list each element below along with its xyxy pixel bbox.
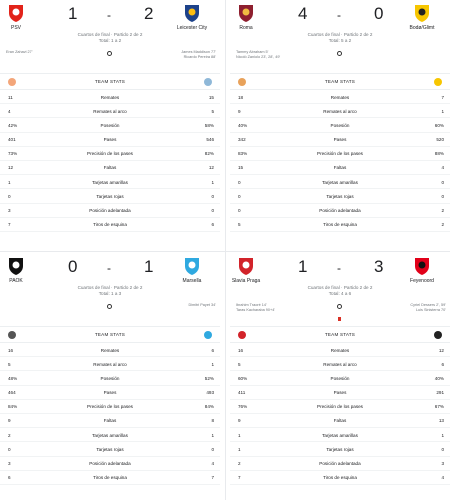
stat-away-value: 3 (441, 461, 444, 466)
stat-away-value: 1 (211, 361, 214, 367)
stat-away-value: 67% (434, 404, 444, 410)
stat-away-value: 493 (206, 390, 214, 396)
goal-event-home: Nicolò Zaniolo 23', 28', 49' (236, 55, 281, 59)
stat-away-value: 291 (436, 390, 444, 396)
stat-row (0, 147, 220, 161)
stat-label: Tarjetas rojas (96, 193, 124, 199)
stat-label: Tarjetas amarillas (92, 179, 128, 185)
goal-event-away: Luis Sinisterra 70' (415, 308, 446, 312)
stat-away-value: 4 (441, 475, 444, 481)
stat-away-value: 1 (441, 108, 444, 114)
stat-away-value: 7 (211, 475, 214, 481)
stat-label: Posición adelantada (319, 208, 361, 213)
vertical-divider (225, 0, 226, 500)
stat-label: Precisión de los pases (317, 404, 363, 410)
stat-label: Remates (330, 94, 350, 100)
aggregate-score: Total: 5 a 2 (328, 38, 352, 43)
away-team-crest-icon[interactable] (412, 256, 432, 276)
team-stats-header (0, 327, 220, 343)
goal-event-home: Eran Zahavi 27' (6, 50, 33, 54)
stat-label: Pases (333, 137, 347, 143)
stat-away-value: 1 (441, 432, 444, 438)
stat-away-value: 2 (441, 208, 444, 213)
stat-away-value: 88% (434, 151, 444, 157)
stat-away-value: 40% (434, 375, 444, 381)
team-stats-header (230, 327, 450, 343)
stat-row (230, 175, 450, 189)
stat-home-value: 15 (238, 165, 244, 171)
stat-row (0, 428, 220, 442)
stat-label: Tarjetas rojas (326, 193, 354, 199)
stat-row (0, 400, 220, 414)
stat-row (230, 118, 450, 132)
stat-row (230, 471, 450, 485)
stat-away-value: 520 (436, 137, 444, 143)
goal-event-home: Tammy Abraham 5' (236, 50, 269, 54)
stat-row (230, 457, 450, 471)
away-team-goals: 3 (374, 257, 384, 276)
stat-away-value: 0 (211, 193, 214, 199)
team-stats-title: TEAM STATS (324, 79, 356, 84)
goal-event-home: Ibrahim Traoré 14' (236, 303, 267, 307)
stat-label: Remates al arco (93, 108, 127, 114)
home-team-name[interactable]: PAOK (9, 278, 23, 284)
goal-events (0, 299, 220, 327)
stat-label: Posición adelantada (89, 208, 131, 213)
stat-home-value: 5 (238, 361, 241, 367)
stat-row (230, 133, 450, 147)
stat-label: Tarjetas amarillas (92, 432, 128, 438)
match-panel (0, 0, 220, 250)
stat-away-value: 84% (204, 404, 214, 410)
stat-row (0, 371, 220, 385)
scoreboard[interactable] (0, 0, 220, 38)
stat-away-value: 15 (208, 94, 214, 100)
stat-home-value: 5 (238, 222, 241, 228)
stat-away-value: 52% (204, 375, 214, 381)
stat-away-value: 5 (211, 108, 214, 114)
stat-row (230, 104, 450, 118)
stat-label: Remates (100, 94, 120, 100)
stat-away-value: 1 (211, 179, 214, 185)
team-stats-header (230, 74, 450, 90)
stat-label: Remates (100, 347, 120, 353)
stat-row (0, 442, 220, 456)
match-stage: Cuartos de final · Partido 2 de 2 (307, 285, 373, 290)
stat-row (230, 90, 450, 104)
horizontal-divider (0, 251, 450, 252)
aggregate-score: Total: 4 a 6 (328, 291, 352, 296)
stat-row (230, 161, 450, 175)
stat-home-value: 7 (238, 475, 241, 481)
home-team-crest-icon[interactable] (6, 3, 26, 23)
goal-event-away: Dimitri Payet 34' (188, 303, 216, 307)
stats-table (0, 343, 220, 485)
stat-away-value: 6 (211, 347, 214, 353)
match-stage: Cuartos de final · Partido 2 de 2 (77, 285, 143, 290)
stat-row (0, 90, 220, 104)
stat-label: Pases (103, 390, 117, 396)
stat-home-value: 9 (238, 418, 241, 424)
stat-row (230, 357, 450, 371)
stat-home-value: 11 (8, 94, 13, 100)
stat-label: Remates al arco (323, 108, 357, 114)
stat-home-value: 83% (238, 151, 248, 157)
stat-label: Tarjetas rojas (326, 446, 354, 452)
stat-away-value: 13 (438, 418, 444, 424)
scoreboard[interactable] (230, 253, 450, 291)
stat-label: Tiros de esquina (323, 475, 357, 481)
stat-home-value: 40% (238, 122, 248, 128)
stat-home-value: 411 (238, 390, 246, 396)
home-team-goals: 0 (68, 257, 78, 276)
stat-label: Tarjetas rojas (96, 446, 124, 452)
stat-away-value: 0 (441, 179, 444, 185)
stat-label: Faltas (103, 418, 117, 424)
stat-label: Posesión (100, 375, 120, 381)
stat-away-value: 0 (441, 446, 444, 452)
stat-label: Precisión de los pases (87, 404, 133, 410)
stat-row (230, 218, 450, 232)
away-team-name[interactable]: Leicester City (176, 25, 208, 31)
goal-events (230, 299, 450, 327)
away-team-crest-icon[interactable] (412, 3, 432, 23)
stat-away-value: 58% (204, 122, 214, 128)
stat-home-value: 342 (238, 137, 246, 143)
red-card-icon (338, 317, 341, 321)
team-stats-header (0, 74, 220, 90)
home-team-name[interactable]: Roma (239, 25, 253, 31)
stat-label: Posesión (100, 122, 120, 128)
score-separator: - (337, 8, 341, 22)
stat-home-value: 3 (8, 208, 11, 213)
stat-row (0, 471, 220, 485)
stat-away-value: 6 (211, 222, 214, 228)
stat-label: Tiros de esquina (323, 222, 357, 228)
home-team-crest-icon[interactable] (236, 256, 256, 276)
goal-events (0, 46, 220, 74)
stat-label: Tarjetas amarillas (322, 179, 358, 185)
stat-away-value: 2 (441, 222, 444, 228)
stat-row (0, 457, 220, 471)
score-separator: - (107, 8, 111, 22)
soccer-ball-icon (107, 304, 112, 309)
stat-away-value: 546 (206, 137, 214, 143)
away-team-name[interactable]: Feyenoord (410, 278, 434, 284)
stat-home-value: 1 (238, 432, 241, 438)
stat-row (0, 189, 220, 203)
stat-row (230, 204, 450, 218)
match-panel (230, 0, 450, 250)
team-stats-title: TEAM STATS (94, 79, 126, 84)
stat-home-value: 2 (238, 461, 241, 466)
away-team-mini-crest-icon (434, 331, 442, 339)
stat-away-value: 0 (211, 208, 214, 213)
stats-table (230, 90, 450, 232)
stat-away-value: 7 (441, 94, 444, 100)
home-team-goals: 1 (298, 257, 308, 276)
goal-events (230, 46, 450, 74)
stat-away-value: 4 (441, 165, 444, 171)
stat-row (0, 161, 220, 175)
stat-away-value: 0 (211, 446, 214, 452)
stat-label: Pases (103, 137, 117, 143)
stat-home-value: 0 (238, 193, 241, 199)
stats-table (0, 90, 220, 232)
stat-away-value: 6 (441, 361, 444, 367)
match-stage: Cuartos de final · Partido 2 de 2 (307, 32, 373, 37)
stat-away-value: 82% (204, 151, 214, 157)
away-team-goals: 0 (374, 4, 384, 23)
score-separator: - (107, 261, 111, 275)
home-team-goals: 4 (298, 4, 308, 23)
team-stats-title: TEAM STATS (324, 332, 356, 337)
home-events (236, 50, 280, 60)
soccer-ball-icon (337, 304, 342, 309)
stat-row (0, 104, 220, 118)
stat-label: Remates al arco (323, 361, 357, 367)
stat-row (230, 189, 450, 203)
stat-away-value: 1 (211, 432, 214, 438)
stat-label: Remates (330, 347, 350, 353)
stat-label: Posición adelantada (89, 461, 131, 466)
stat-home-value: 4 (8, 108, 11, 114)
stat-home-value: 1 (238, 446, 241, 452)
home-team-name[interactable]: PSV (10, 25, 21, 31)
stat-label: Precisión de los pases (87, 151, 133, 157)
stat-home-value: 6 (8, 475, 11, 481)
stats-table (230, 343, 450, 485)
stat-row (230, 371, 450, 385)
stat-label: Remates al arco (93, 361, 127, 367)
stat-home-value: 76% (238, 404, 248, 410)
stat-home-value: 73% (8, 151, 18, 157)
away-team-mini-crest-icon (204, 331, 212, 339)
away-team-mini-crest-icon (204, 78, 212, 86)
away-team-crest-icon[interactable] (182, 256, 202, 276)
stat-away-value: 12 (438, 347, 444, 353)
away-team-mini-crest-icon (434, 78, 442, 86)
away-team-goals: 2 (144, 4, 154, 23)
stat-home-value: 9 (238, 108, 241, 114)
stat-label: Precisión de los pases (317, 151, 363, 157)
stat-home-value: 84% (8, 404, 18, 410)
stat-home-value: 9 (8, 418, 11, 424)
match-panel (230, 253, 450, 500)
stat-label: Faltas (103, 165, 117, 171)
stat-home-value: 7 (8, 222, 11, 228)
stat-row (0, 133, 220, 147)
stat-away-value: 60% (434, 122, 444, 128)
stat-home-value: 18 (238, 94, 244, 100)
home-events (6, 50, 32, 55)
goal-event-away: Cyriel Dessers 2', 59' (410, 303, 446, 307)
scoreboard[interactable] (0, 253, 220, 291)
stat-row (230, 442, 450, 456)
away-team-goals: 1 (144, 257, 154, 276)
away-events (410, 303, 446, 313)
stat-row (230, 386, 450, 400)
stat-home-value: 5 (8, 361, 11, 367)
stat-home-value: 60% (238, 375, 248, 381)
stat-row (230, 343, 450, 357)
stat-label: Posesión (330, 375, 350, 381)
stat-row (230, 147, 450, 161)
stat-row (0, 175, 220, 189)
away-team-name[interactable]: Bodø/Glimt (409, 25, 435, 31)
stat-home-value: 0 (238, 179, 241, 185)
stat-row (0, 218, 220, 232)
stat-label: Tiros de esquina (93, 475, 127, 481)
stat-home-value: 48% (8, 375, 18, 381)
stat-row (230, 400, 450, 414)
stat-row (230, 428, 450, 442)
stat-row (0, 386, 220, 400)
stat-home-value: 464 (8, 390, 16, 396)
soccer-ball-icon (337, 51, 342, 56)
stat-row (0, 118, 220, 132)
stat-home-value: 16 (8, 347, 14, 353)
stat-label: Posición adelantada (319, 461, 361, 466)
stat-away-value: 8 (211, 418, 214, 424)
aggregate-score: Total: 1 a 3 (98, 291, 122, 296)
soccer-ball-icon (107, 51, 112, 56)
stat-label: Posesión (330, 122, 350, 128)
stat-row (0, 204, 220, 218)
stat-home-value: 1 (8, 179, 11, 185)
team-stats-title: TEAM STATS (94, 332, 126, 337)
stat-label: Pases (333, 390, 347, 396)
stat-home-value: 401 (8, 137, 16, 143)
stat-home-value: 12 (8, 165, 14, 171)
score-separator: - (337, 261, 341, 275)
match-stage: Cuartos de final · Partido 2 de 2 (77, 32, 143, 37)
stat-away-value: 12 (208, 165, 214, 171)
aggregate-score: Total: 1 a 2 (98, 38, 122, 43)
stat-home-value: 42% (8, 122, 18, 128)
away-team-crest-icon[interactable] (182, 3, 202, 23)
stat-row (230, 414, 450, 428)
stat-home-value: 0 (8, 446, 11, 452)
stat-row (0, 343, 220, 357)
stat-label: Faltas (333, 165, 347, 171)
home-team-name[interactable]: Slavia Praga (231, 278, 261, 284)
home-team-crest-icon[interactable] (6, 256, 26, 276)
scoreboard[interactable] (230, 0, 450, 38)
stat-label: Faltas (333, 418, 347, 424)
away-events (188, 303, 216, 308)
stat-home-value: 2 (8, 432, 11, 438)
away-events (181, 50, 216, 60)
stat-home-value: 16 (238, 347, 244, 353)
stat-row (0, 357, 220, 371)
match-panel (0, 253, 220, 500)
home-events (236, 303, 275, 313)
stat-away-value: 0 (441, 193, 444, 199)
stat-home-value: 3 (8, 461, 11, 466)
away-team-name[interactable]: Marsella (182, 278, 202, 284)
goal-event-home: Taras Kacharaba 90+4' (236, 308, 276, 312)
stat-label: Tiros de esquina (93, 222, 127, 228)
stat-row (0, 414, 220, 428)
stat-home-value: 0 (238, 208, 241, 213)
goal-event-away: James Maddison 77' (181, 50, 216, 54)
goal-event-away: Ricardo Pereira 88' (183, 55, 216, 59)
home-team-goals: 1 (68, 4, 78, 23)
home-team-crest-icon[interactable] (236, 3, 256, 23)
stat-away-value: 4 (211, 461, 214, 466)
stat-label: Tarjetas amarillas (322, 432, 358, 438)
stat-home-value: 0 (8, 193, 11, 199)
